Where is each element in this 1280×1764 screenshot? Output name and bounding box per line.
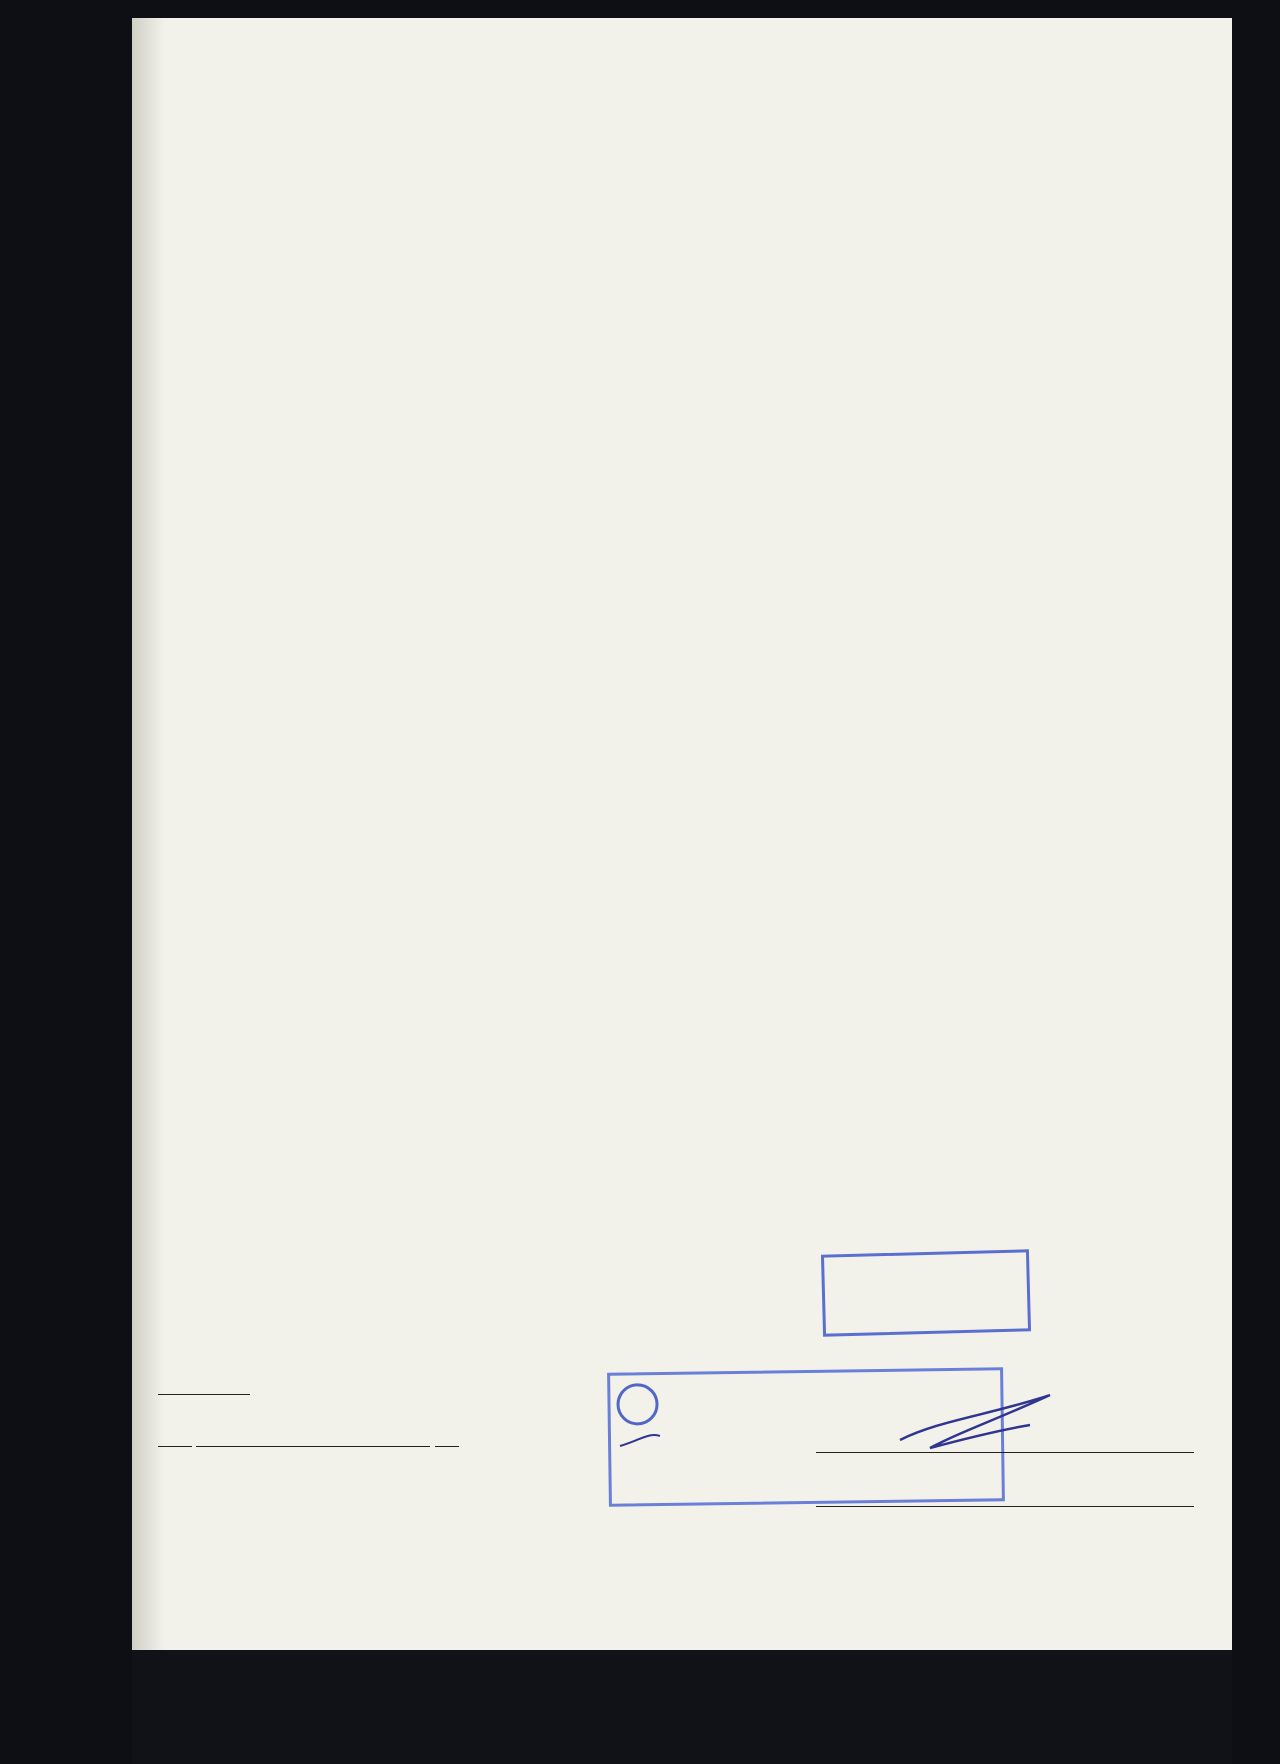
bureau-stamp (607, 1367, 1005, 1507)
bureau-stamp-number (616, 1383, 659, 1426)
signature-line-1 (816, 1452, 1194, 1453)
copy-count-line (158, 1378, 250, 1398)
bureau-stamp-line-2 (611, 1406, 1001, 1411)
bureau-stamp-line-3 (611, 1436, 1001, 1441)
made-by-line (158, 1432, 459, 1452)
xerox-stamp (821, 1249, 1031, 1336)
bureau-stamp-line-1 (610, 1376, 1000, 1381)
signature-line-2 (816, 1506, 1194, 1507)
bureau-stamp-line-4 (611, 1466, 1001, 1471)
